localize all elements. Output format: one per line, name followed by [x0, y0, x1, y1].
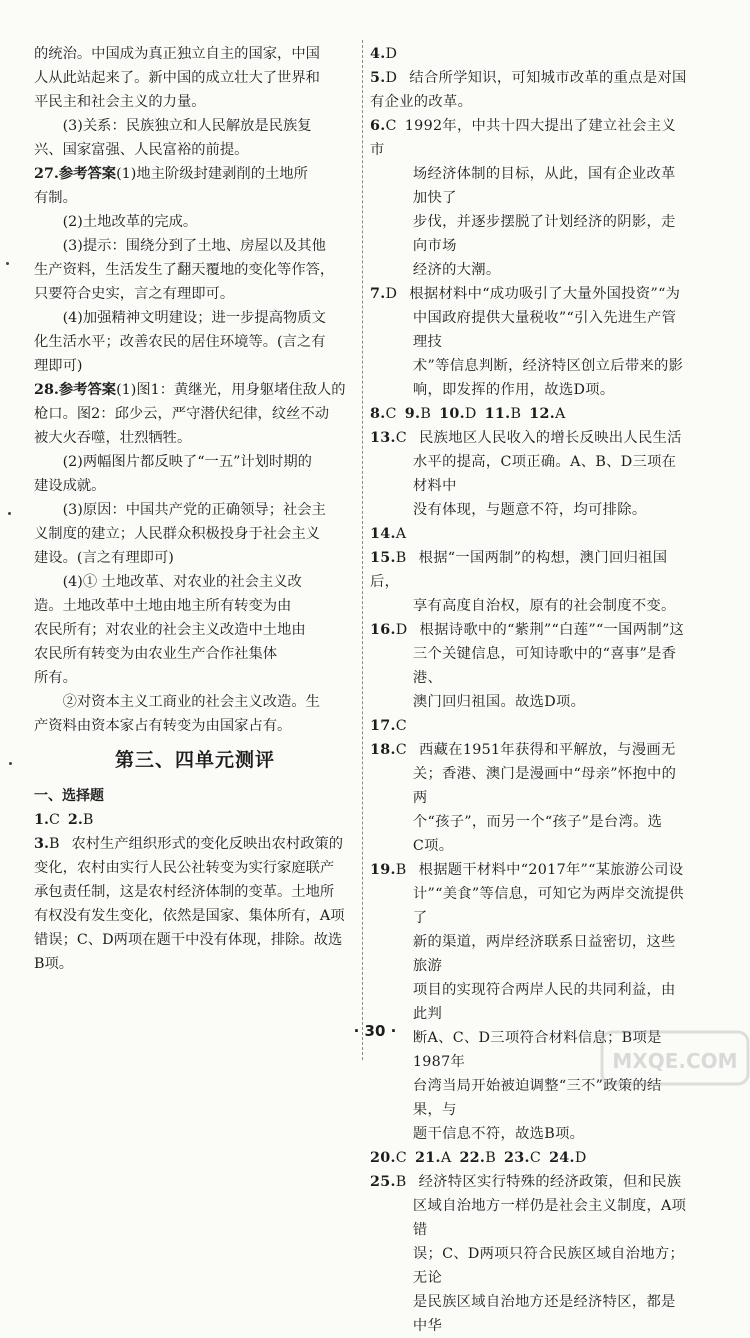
text-line: (3)原因：中国共产党的正确领导；社会主 — [62, 502, 326, 518]
text-line: (4)加强精神文明建设；进一步提高物质文 — [62, 310, 326, 326]
question-number: 5. — [370, 70, 386, 86]
text-line: 享有高度自治权，原有的社会制度不变。 — [412, 598, 676, 614]
answer-row — [370, 522, 688, 546]
scan-speck — [9, 762, 12, 765]
text-line: 步伐，并逐步摆脱了计划经济的阴影，走向市场 — [412, 214, 676, 254]
answer-letter: D — [385, 70, 398, 86]
text-line: 断A、C、D三项符合材料信息；B项是1987年 — [412, 1030, 662, 1070]
text-line: 农民所有；对农业的社会主义改造中土地由 — [34, 622, 306, 638]
question-number: 15. — [370, 550, 396, 566]
text-line: 建设。(言之有理即可) — [34, 550, 174, 566]
text-line: 澳门回归祖国。故选D项。 — [412, 694, 586, 710]
answer-letter: D — [464, 406, 477, 422]
question-number: 9. — [404, 406, 421, 422]
text-line: 农民所有转变为由农业生产合作社集体 — [34, 646, 278, 662]
question-number: 22. — [459, 1150, 486, 1166]
question-number: 4. — [370, 46, 386, 62]
question-number: 21. — [415, 1150, 441, 1166]
answer-letter: B — [395, 550, 407, 566]
question-number: 12. — [529, 406, 556, 422]
text-line: 关；香港、澳门是漫画中“母亲”怀抱中的两 — [412, 766, 677, 806]
text-line: 产资料由资本家占有转变为由国家占有。 — [34, 718, 292, 734]
watermark-text: MXQE.COM — [612, 1049, 738, 1073]
text-line: C项。 — [412, 838, 454, 854]
text-line: 结合所学知识，可知城市改革的重点是对国 — [409, 70, 687, 86]
text-line: 经济的大潮。 — [412, 262, 501, 278]
question-27 — [34, 162, 356, 186]
answer-row — [34, 808, 356, 832]
question-3 — [34, 832, 356, 856]
text-line: 承包责任制，这是农村经济体制的变革。土地所 — [34, 884, 335, 900]
text-line: 中国政府提供大量税收”“引入先进生产管理技 — [412, 310, 677, 350]
answer-letter: B — [510, 406, 522, 422]
question-6 — [370, 114, 688, 162]
scan-speck — [6, 262, 9, 265]
text-line: 平民主和社会主义的力量。 — [34, 94, 206, 110]
answer-letter: B — [420, 406, 432, 422]
question-number: 18. — [370, 742, 396, 758]
answer-letter: B — [395, 1174, 407, 1190]
answer-letter: C — [529, 1150, 542, 1166]
text-line: 农村生产组织形式的变化反映出农村政策的 — [71, 836, 344, 852]
section-heading: 第三、四单元测评 — [114, 749, 275, 771]
answer-label: 参考答案 — [58, 382, 117, 398]
text-line: 所有。 — [34, 670, 77, 686]
text-line: 造。土地改革中土地由地主所有转变为由 — [34, 598, 292, 614]
question-15 — [370, 546, 688, 594]
text-line: 兴、国家富强、人民富裕的前提。 — [34, 142, 249, 158]
text-line: 新的渠道，两岸经济联系日益密切，这些旅游 — [412, 934, 676, 974]
question-number: 8. — [370, 406, 386, 422]
question-number: 23. — [504, 1150, 530, 1166]
answer-label: 参考答案 — [58, 166, 117, 182]
answer-letter: B — [82, 812, 94, 828]
text-line: (2)两幅图片都反映了“一五”计划时期的 — [62, 454, 312, 470]
answer-letter: C — [48, 812, 60, 828]
text-line: B项。 — [34, 956, 74, 972]
answer-letter: A — [440, 1150, 452, 1166]
question-25 — [370, 1170, 688, 1194]
answer-letter: C — [385, 406, 397, 422]
text-line: 人从此站起来了。新中国的成立壮大了世界和 — [34, 70, 320, 86]
section-title: 一、选择题 — [34, 788, 104, 804]
scan-speck — [8, 512, 11, 515]
text-line: 根据题干材料中“2017年”“某旅游公司设 — [418, 862, 684, 878]
question-number: 2. — [67, 812, 83, 828]
column-divider — [362, 40, 363, 1060]
answer-letter: C — [395, 742, 408, 758]
question-number: 10. — [439, 406, 465, 422]
question-7 — [370, 282, 688, 306]
answer-row — [370, 714, 688, 738]
answer-letter: B — [48, 836, 60, 852]
text-line: 根据材料中“成功吸引了大量外国投资”“为 — [409, 286, 681, 302]
answer-letter: C — [395, 718, 408, 734]
text-line: 义制度的建立；人民群众积极投身于社会主义 — [34, 526, 320, 542]
answer-letter: C — [385, 118, 397, 134]
answer-letter: C — [395, 1150, 408, 1166]
text-line: 理即可) — [34, 358, 83, 374]
text-line: 没有体现，与题意不符，均可排除。 — [412, 502, 647, 518]
question-number: 24. — [549, 1150, 575, 1166]
text-line: 生产资料，生活发生了翻天覆地的变化等作答， — [34, 262, 335, 278]
text-line: (3)提示：围绕分到了土地、房屋以及其他 — [62, 238, 326, 254]
question-number: 28. — [34, 382, 59, 398]
answer-letter: A — [395, 526, 407, 542]
text-line: 变化，农村由实行人民公社转变为实行家庭联产 — [34, 860, 335, 876]
answer-letter: D — [574, 1150, 587, 1166]
text-line: (3)关系：民族独立和人民解放是民族复 — [62, 118, 312, 134]
question-28 — [34, 378, 356, 402]
text-line: 只要符合史实，言之有理即可。 — [34, 286, 235, 302]
question-number: 6. — [370, 118, 386, 134]
text-line: 水平的提高，C项正确。A、B、D三项在材料中 — [412, 454, 677, 494]
text-line: 被大火吞噬，壮烈牺牲。 — [34, 430, 192, 446]
question-number: 1. — [34, 812, 49, 828]
answer-row — [370, 402, 688, 426]
text-line: ②对资本主义工商业的社会主义改造。生 — [62, 694, 320, 710]
text-line: 场经济体制的目标，从此，国有企业改革加快了 — [412, 166, 676, 206]
text-line: 项目的实现符合两岸人民的共同利益，由此判 — [412, 982, 676, 1022]
text-line: 三个关键信息，可知诗歌中的“喜事”是香港、 — [412, 646, 677, 686]
text-line: 根据“一国两制”的构想，澳门回归祖国后， — [370, 550, 668, 590]
answer-row — [370, 42, 688, 66]
text-line: 是民族区域自治地方还是经济特区，都是中华 — [412, 1294, 676, 1334]
left-column — [34, 42, 356, 976]
answer-row — [370, 1146, 688, 1170]
question-number: 19. — [370, 862, 396, 878]
text-line: 有权没有发生变化，依然是国家、集体所有，A项 — [34, 908, 345, 924]
text-line: 建设成就。 — [34, 478, 106, 494]
question-number: 7. — [370, 286, 386, 302]
text-line: 误；C、D两项只符合民族区域自治地方；无论 — [412, 1246, 685, 1286]
question-number: 13. — [370, 430, 396, 446]
text-line: 民族地区人民收入的增长反映出人民生活 — [419, 430, 682, 446]
question-number: 17. — [370, 718, 396, 734]
question-number: 27. — [34, 166, 59, 182]
question-13 — [370, 426, 688, 450]
text-line: 西藏在1951年获得和平解放，与漫画无 — [419, 742, 676, 758]
right-column — [370, 42, 688, 1338]
answer-letter: B — [485, 1150, 497, 1166]
text-line: 有制。 — [34, 190, 77, 206]
question-5 — [370, 66, 688, 90]
text-line: (2)土地改革的完成。 — [62, 214, 198, 230]
watermark-logo — [600, 1028, 750, 1088]
text-line: 台湾当局开始被迫调整“三不”政策的结果，与 — [412, 1078, 662, 1118]
text-line: (1)地主阶级封建剥削的土地所 — [116, 166, 308, 182]
text-line: 1992年，中共十四大提出了建立社会主义市 — [370, 118, 676, 158]
text-line: 计”“美食”等信息，可知它为两岸交流提供了 — [412, 886, 684, 926]
question-number: 14. — [370, 526, 396, 542]
answer-letter: C — [395, 430, 408, 446]
text-line: (4)① 土地改革、对农业的社会主义改 — [62, 574, 302, 590]
answer-letter: B — [395, 862, 407, 878]
text-line: 区域自治地方一样仍是社会主义制度，A项错 — [412, 1198, 687, 1238]
answer-letter: D — [395, 622, 408, 638]
text-line: 响，即发挥的作用，故选D项。 — [412, 382, 615, 398]
question-number: 3. — [34, 836, 49, 852]
question-number: 25. — [370, 1174, 396, 1190]
text-line: 错误；C、D两项在题干中没有体现，排除。故选 — [34, 932, 343, 948]
text-line: 经济特区实行特殊的经济政策，但和民族 — [418, 1174, 682, 1190]
text-line: 有企业的改革。 — [370, 94, 473, 110]
text-line: 化生活水平；改善农民的居住环境等。(言之有 — [34, 334, 326, 350]
text-line: 枪口。图2：邱少云，严守潜伏纪律，纹丝不动 — [34, 406, 330, 422]
question-16 — [370, 618, 688, 642]
answer-letter: D — [385, 46, 398, 62]
text-line: 根据诗歌中的“紫荆”“白莲”“一国两制”这 — [419, 622, 685, 638]
question-number: 16. — [370, 622, 396, 638]
text-line: 个“孩子”，而另一个“孩子”是台湾。选 — [412, 814, 663, 830]
text-line: 的统治。中国成为真正独立自主的国家，中国 — [34, 46, 320, 62]
text-line: (1)图1：黄继光，用身躯堵住敌人的 — [116, 382, 346, 398]
question-18 — [370, 738, 688, 762]
answer-letter: A — [555, 406, 566, 422]
text-line: 术”等信息判断，经济特区创立后带来的影 — [412, 358, 684, 374]
text-line: 题干信息不符，故选B项。 — [412, 1126, 585, 1142]
question-number: 20. — [370, 1150, 396, 1166]
page-number: · 30 · — [353, 1022, 397, 1040]
answer-letter: D — [385, 286, 398, 302]
question-number: 11. — [484, 406, 511, 422]
question-19 — [370, 858, 688, 882]
